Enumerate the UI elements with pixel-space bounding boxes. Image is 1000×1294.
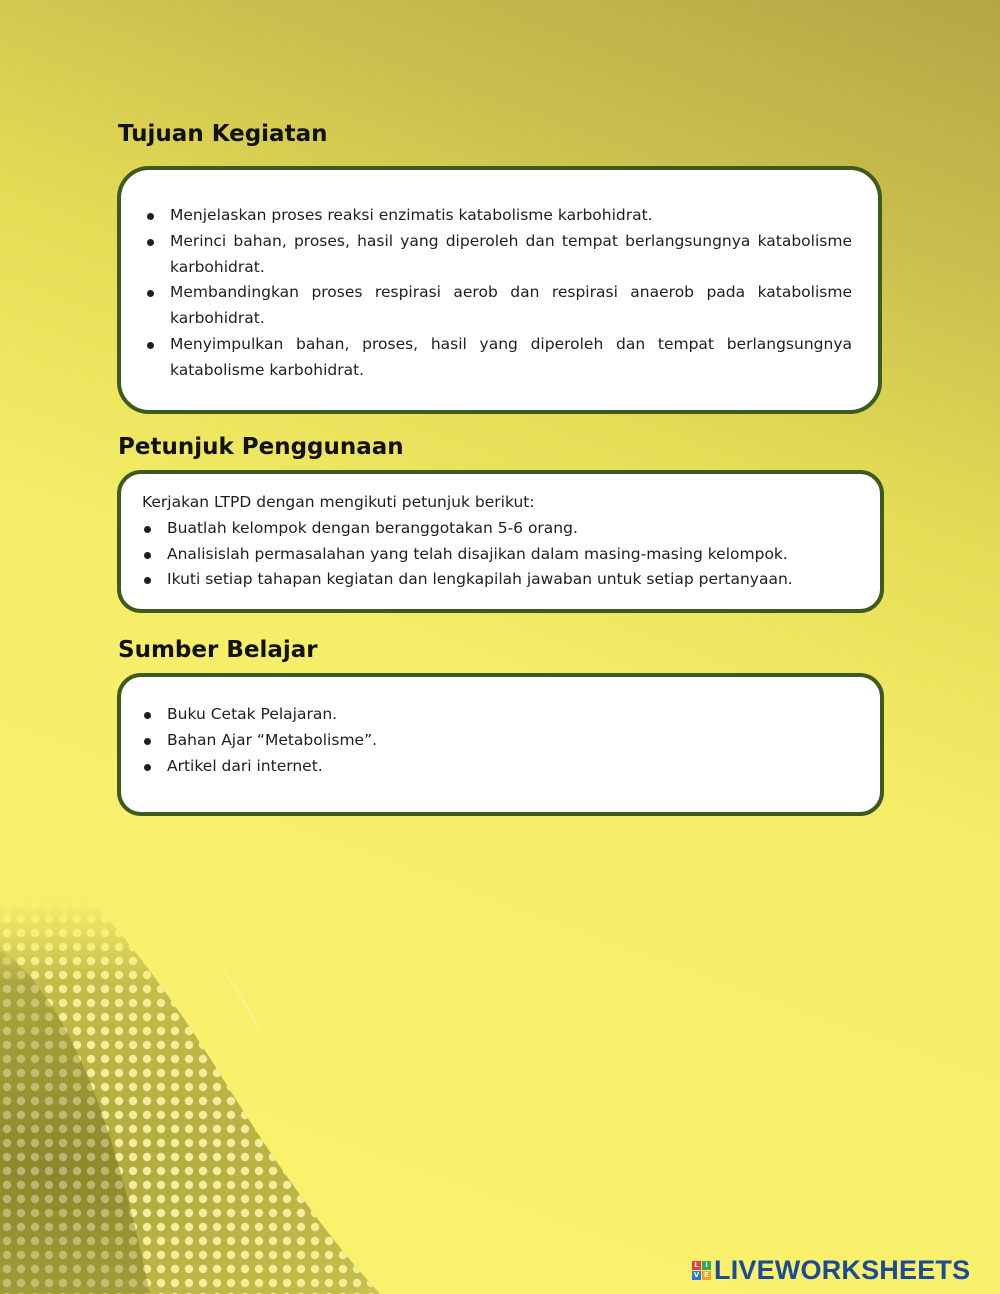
- halftone-swoosh-decoration: [0, 800, 1000, 1294]
- list-item: Analisislah permasalahan yang telah disajikan dalam masing-masing kelompok.: [142, 542, 860, 568]
- badge-letter: V: [693, 1270, 700, 1279]
- heading-sumber-belajar: Sumber Belajar: [118, 637, 318, 663]
- petunjuk-penggunaan-box: [117, 470, 884, 613]
- badge-letter: L: [692, 1261, 701, 1270]
- list-item: Buatlah kelompok dengan beranggotakan 5-6 orang.: [142, 516, 860, 542]
- resources-list: [142, 702, 860, 779]
- instructions-intro: Kerjakan LTPD dengan mengikuti petunjuk berikut:: [142, 493, 535, 511]
- heading-petunjuk-penggunaan: Petunjuk Penggunaan: [118, 434, 404, 460]
- sumber-belajar-box: [117, 673, 884, 816]
- tujuan-kegiatan-box: [117, 166, 882, 414]
- heading-tujuan-kegiatan: Tujuan Kegiatan: [118, 121, 328, 147]
- liveworksheets-badge-icon: [692, 1261, 711, 1280]
- list-item: Ikuti setiap tahapan kegiatan dan lengkapilah jawaban untuk setiap pertanyaan.: [142, 567, 860, 593]
- liveworksheets-wordmark: LIVEWORKSHEETS: [714, 1254, 971, 1285]
- list-item: Menjelaskan proses reaksi enzimatis katabolisme karbohidrat.: [145, 203, 852, 229]
- badge-letter: I: [702, 1261, 711, 1270]
- badge-letter: E: [702, 1271, 711, 1280]
- list-item: Merinci bahan, proses, hasil yang diperoleh dan tempat berlangsungnya katabolisme karbohidrat.: [145, 229, 852, 281]
- instructions-list: [142, 516, 860, 593]
- objectives-list: [145, 203, 852, 384]
- list-item: Menyimpulkan bahan, proses, hasil yang diperoleh dan tempat berlangsungnya katabolisme karbohidrat.: [145, 332, 852, 384]
- list-item: Buku Cetak Pelajaran.: [142, 702, 860, 728]
- list-item: Membandingkan proses respirasi aerob dan respirasi anaerob pada katabolisme karbohidrat.: [145, 280, 852, 332]
- list-item: Artikel dari internet.: [142, 754, 860, 780]
- list-item: Bahan Ajar “Metabolisme”.: [142, 728, 860, 754]
- liveworksheets-logo: [692, 1256, 970, 1284]
